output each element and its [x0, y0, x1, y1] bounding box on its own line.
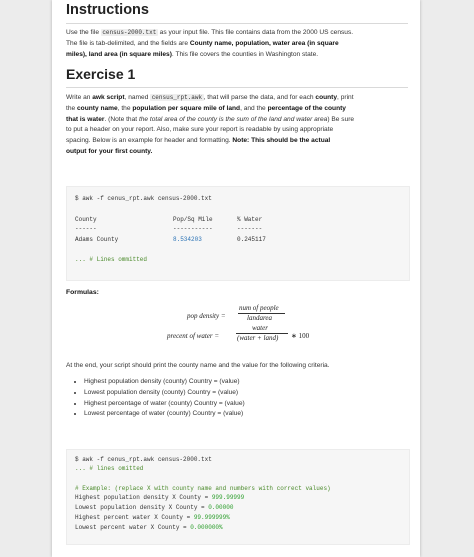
bold-text: output for your first county.: [66, 147, 153, 155]
text: . (Note that: [104, 115, 139, 123]
bold-text: that is water: [66, 115, 105, 123]
formula-multiplier: ∗ 100: [291, 332, 310, 340]
formula-lhs: precent of water =: [167, 332, 220, 340]
inline-code-script: census_rpt.awk: [151, 94, 203, 101]
formula-denominator: landarea: [247, 314, 273, 322]
document-page: [52, 0, 420, 557]
heading-divider: [66, 87, 408, 88]
text: The file is tab-delimited, and the fields are: [66, 39, 190, 47]
text: , print: [337, 94, 354, 101]
formula-lhs: pop density =: [187, 312, 226, 320]
code-county-name: Adams County: [75, 236, 119, 243]
text: spacing. Below is an example for header and formatting.: [66, 137, 233, 145]
end-paragraph: At the end, your script should print the county name and the value for the following criteria.: [66, 362, 330, 369]
list-item: • Lowest percentage of water (county) Country = (value): [84, 409, 245, 420]
code-value: 99.999999%: [193, 514, 230, 521]
code-value: 999.99999: [211, 494, 245, 501]
text: , the: [117, 104, 133, 112]
code-comment: ... # Lines ommitted: [75, 256, 148, 263]
text: to put a header on your report. Also, make sure your report is readable by using appropriate: [66, 126, 334, 134]
heading-divider: [66, 23, 408, 24]
text: ) Be sure: [327, 115, 355, 123]
bold-text: awk script: [92, 94, 125, 101]
code-text: Lowest population density X County =: [75, 504, 209, 511]
code-comment: # Example: (replace X with county name and numbers with correct values): [75, 485, 331, 492]
exercise-heading: Exercise 1: [66, 66, 136, 82]
code-header-pop: Pop/Sq Mile: [173, 216, 213, 223]
code-value: 0.000000%: [190, 524, 223, 531]
code-result-line: [75, 514, 230, 521]
code-pop-value: 8.534203: [173, 236, 202, 243]
code-header-water: % Water: [237, 216, 263, 223]
code-dashes: ------: [75, 225, 97, 232]
code-command: $ awk -f cenus_rpt.awk census-2000.txt: [75, 195, 212, 202]
bold-text: county name: [77, 104, 118, 112]
code-value: 0.00000: [208, 504, 234, 511]
formula-denominator: (water + land): [237, 334, 279, 342]
code-dashes: -----------: [173, 225, 213, 232]
instructions-paragraph: [66, 28, 406, 60]
code-comment: ... # lines omitted: [75, 465, 144, 472]
code-header-county: County: [75, 216, 97, 223]
formula-numerator: num of people: [239, 304, 279, 312]
code-result-line: [75, 524, 223, 531]
code-dashes: -------: [237, 225, 263, 232]
code-text: Highest population density X County =: [75, 494, 212, 501]
text: , and the: [240, 104, 268, 112]
text: , named: [124, 94, 151, 101]
code-text: Lowest percent water X County =: [75, 524, 191, 531]
text: as your input file. This file contains data from the 2000 US census.: [157, 29, 354, 36]
formulas-label: Formulas:: [66, 289, 99, 296]
code-water-value: 0.245117: [237, 236, 266, 243]
list-item: • Lowest population density (county) Country = (value): [84, 388, 245, 399]
formula-numerator: water: [252, 324, 268, 332]
code-block-example-output: [66, 186, 410, 281]
code-result-line: [75, 504, 233, 511]
code-text: Highest percent water X County =: [75, 514, 194, 521]
instructions-heading: Instructions: [66, 2, 149, 18]
text: . This file covers the counties in Washington state.: [171, 50, 319, 58]
bold-text: percentage of the county: [267, 104, 346, 112]
text: the: [66, 104, 77, 112]
italic-text: the total area of the county is the sum of the land and water area: [138, 115, 328, 123]
code-result-line: [75, 494, 244, 501]
exercise-paragraph: [66, 93, 406, 158]
bold-text: county: [315, 94, 338, 101]
bold-text: miles), land area (in square miles): [66, 50, 172, 58]
bold-text: County name, population, water area (in square: [189, 39, 339, 47]
text: , that will parse the data, and for each: [203, 94, 316, 101]
code-block-final-output: [66, 449, 410, 545]
list-item: • Highest population density (county) Country = (value): [84, 377, 245, 388]
bold-text: Note: This should be the actual: [232, 137, 331, 145]
list-item: • Highest percentage of water (county) Country = (value): [84, 399, 245, 410]
inline-code-filename: census-2000.txt: [102, 29, 157, 36]
text: Use the file: [66, 29, 101, 36]
bold-text: population per square mile of land: [132, 104, 241, 112]
text: Write an: [66, 94, 93, 101]
criteria-list: [66, 377, 245, 420]
code-command: $ awk -f cenus_rpt.awk census-2000.txt: [75, 456, 212, 463]
